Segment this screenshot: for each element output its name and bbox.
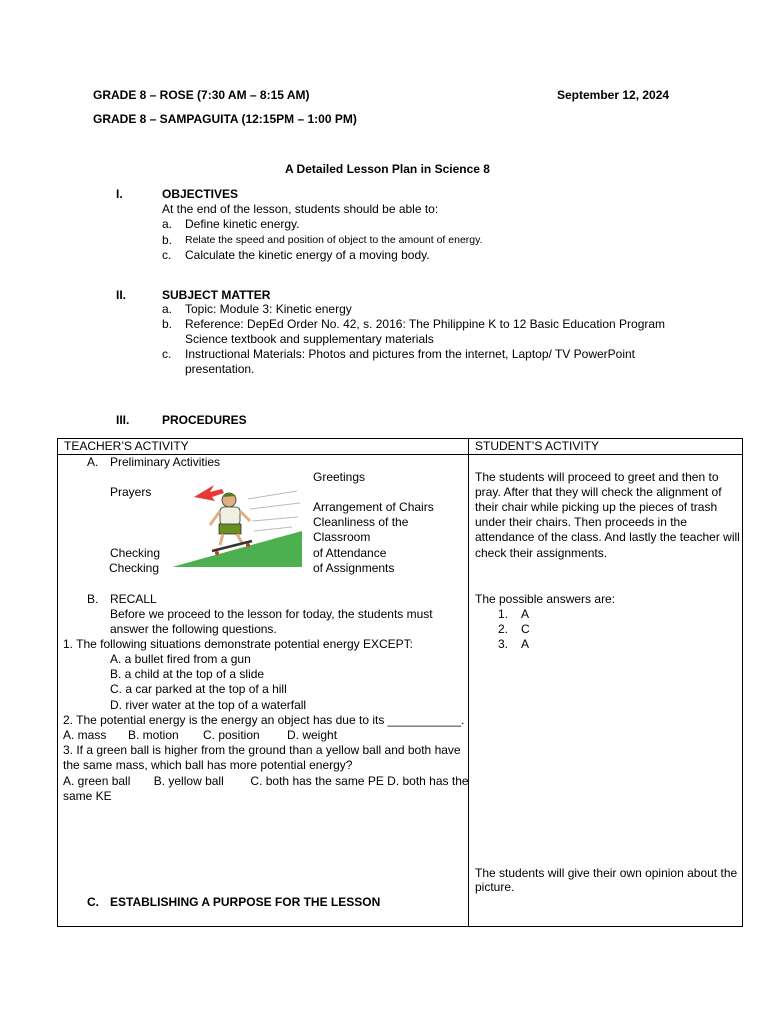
subject-item-continued: presentation. <box>185 362 255 376</box>
question-2-option: D. weight <box>287 728 338 742</box>
lesson-plan-title: A Detailed Lesson Plan in Science 8 <box>285 162 490 176</box>
answer-number: 3. <box>498 637 509 651</box>
student-prelim-line: their chair while picking up the pieces of trash <box>475 500 718 514</box>
student-prelim-line: check their assignments. <box>475 546 608 560</box>
subject-item: Reference: DepEd Order No. 42, s. 2016: The Philippine K to 12 Basic Education Program <box>185 317 666 331</box>
skateboarder-downhill-illustration <box>172 479 302 569</box>
purpose-letter: C. <box>87 895 99 909</box>
answer-value: A <box>521 607 530 621</box>
purpose-heading: ESTABLISHING A PURPOSE FOR THE LESSON <box>110 895 381 909</box>
procedures-number: III. <box>116 413 130 427</box>
prayers-text: Prayers <box>110 485 152 499</box>
objectives-number: I. <box>116 187 123 201</box>
objective-letter: c. <box>162 248 172 262</box>
class-schedule-sampaguita: GRADE 8 – SAMPAGUITA (12:15PM – 1:00 PM) <box>93 112 357 126</box>
arrangement-text: Arrangement of Chairs <box>313 500 434 514</box>
objective-item: Relate the speed and position of object to the amount of energy. <box>185 234 483 246</box>
question-3-options-continued: same KE <box>63 789 112 803</box>
student-prelim-line: under their chairs. Then proceeds in the <box>475 515 687 529</box>
subject-matter-number: II. <box>116 288 127 302</box>
answer-number: 2. <box>498 622 509 636</box>
recall-label: RECALL <box>110 592 157 606</box>
question-3-options: A. green ball B. yellow ball C. both has the same PE D. both has the <box>63 774 469 788</box>
subject-item: Topic: Module 3: Kinetic energy <box>185 302 352 316</box>
answer-number: 1. <box>498 607 509 621</box>
cleanliness-text: Cleanliness of the <box>313 515 409 529</box>
student-prelim-line: attendance of the class. And lastly the teacher will <box>475 530 740 544</box>
student-prelim-line: pray. After that they will check the alignment of <box>475 485 722 499</box>
objective-item: Define kinetic energy. <box>185 217 300 231</box>
prelim-label: Preliminary Activities <box>110 455 221 469</box>
checking-text: Checking <box>109 561 160 575</box>
subject-item: Instructional Materials: Photos and pictures from the internet, Laptop/ TV PowerPoint <box>185 347 636 361</box>
checking-text: Checking <box>110 546 161 560</box>
objective-letter: b. <box>162 233 173 247</box>
question-1-option: B. a child at the top of a slide <box>110 667 265 681</box>
question-2: 2. The potential energy is the energy an object has due to its ___________. <box>63 713 465 727</box>
question-2-option: A. mass <box>63 728 107 742</box>
subject-letter: c. <box>162 347 172 361</box>
lesson-date: September 12, 2024 <box>557 88 670 102</box>
answers-intro: The possible answers are: <box>475 592 616 606</box>
question-2-option: C. position <box>203 728 260 742</box>
objectives-heading: OBJECTIVES <box>162 187 239 201</box>
question-3: 3. If a green ball is higher from the ground than a yellow ball and both have <box>63 743 461 757</box>
procedures-heading: PROCEDURES <box>162 413 247 427</box>
question-1-option: C. a car parked at the top of a hill <box>110 682 287 696</box>
greetings-text: Greetings <box>313 470 366 484</box>
recall-letter: B. <box>87 592 99 606</box>
recall-intro: Before we proceed to the lesson for today, the students must <box>110 607 433 621</box>
question-2-option: B. motion <box>128 728 179 742</box>
student-activity-cell <box>469 455 743 927</box>
question-1: 1. The following situations demonstrate potential energy EXCEPT: <box>63 637 413 651</box>
student-opinion: The students will give their own opinion about the <box>475 866 738 880</box>
student-prelim-line: The students will proceed to greet and then to <box>475 470 719 484</box>
procedures-table <box>57 438 743 927</box>
subject-item-continued: Science textbook and supplementary materials <box>185 332 434 346</box>
question-1-option: D. river water at the top of a waterfall <box>110 698 307 712</box>
answer-value: A <box>521 637 530 651</box>
teacher-activity-cell <box>58 455 469 927</box>
answer-value: C <box>521 622 530 636</box>
class-schedule-rose: GRADE 8 – ROSE (7:30 AM – 8:15 AM) <box>93 88 310 102</box>
objective-letter: a. <box>162 217 173 231</box>
student-opinion-continued: picture. <box>475 880 515 894</box>
subject-letter: b. <box>162 317 173 331</box>
recall-intro: answer the following questions. <box>110 622 277 636</box>
prelim-letter: A. <box>87 455 99 469</box>
question-3-continued: the same mass, which ball has more potential energy? <box>63 758 353 772</box>
attendance-text: of Attendance <box>313 546 387 560</box>
assignments-text: of Assignments <box>313 561 395 575</box>
objectives-intro: At the end of the lesson, students should be able to: <box>162 202 439 216</box>
teacher-activity-header: TEACHER’S ACTIVITY <box>58 439 469 455</box>
objective-item: Calculate the kinetic energy of a moving body. <box>185 248 430 262</box>
student-activity-header: STUDENT’S ACTIVITY <box>469 439 743 455</box>
classroom-text: Classroom <box>313 530 371 544</box>
question-1-option: A. a bullet fired from a gun <box>110 652 251 666</box>
subject-matter-heading: SUBJECT MATTER <box>162 288 271 302</box>
subject-letter: a. <box>162 302 173 316</box>
motion-arrow-icon <box>194 485 224 501</box>
